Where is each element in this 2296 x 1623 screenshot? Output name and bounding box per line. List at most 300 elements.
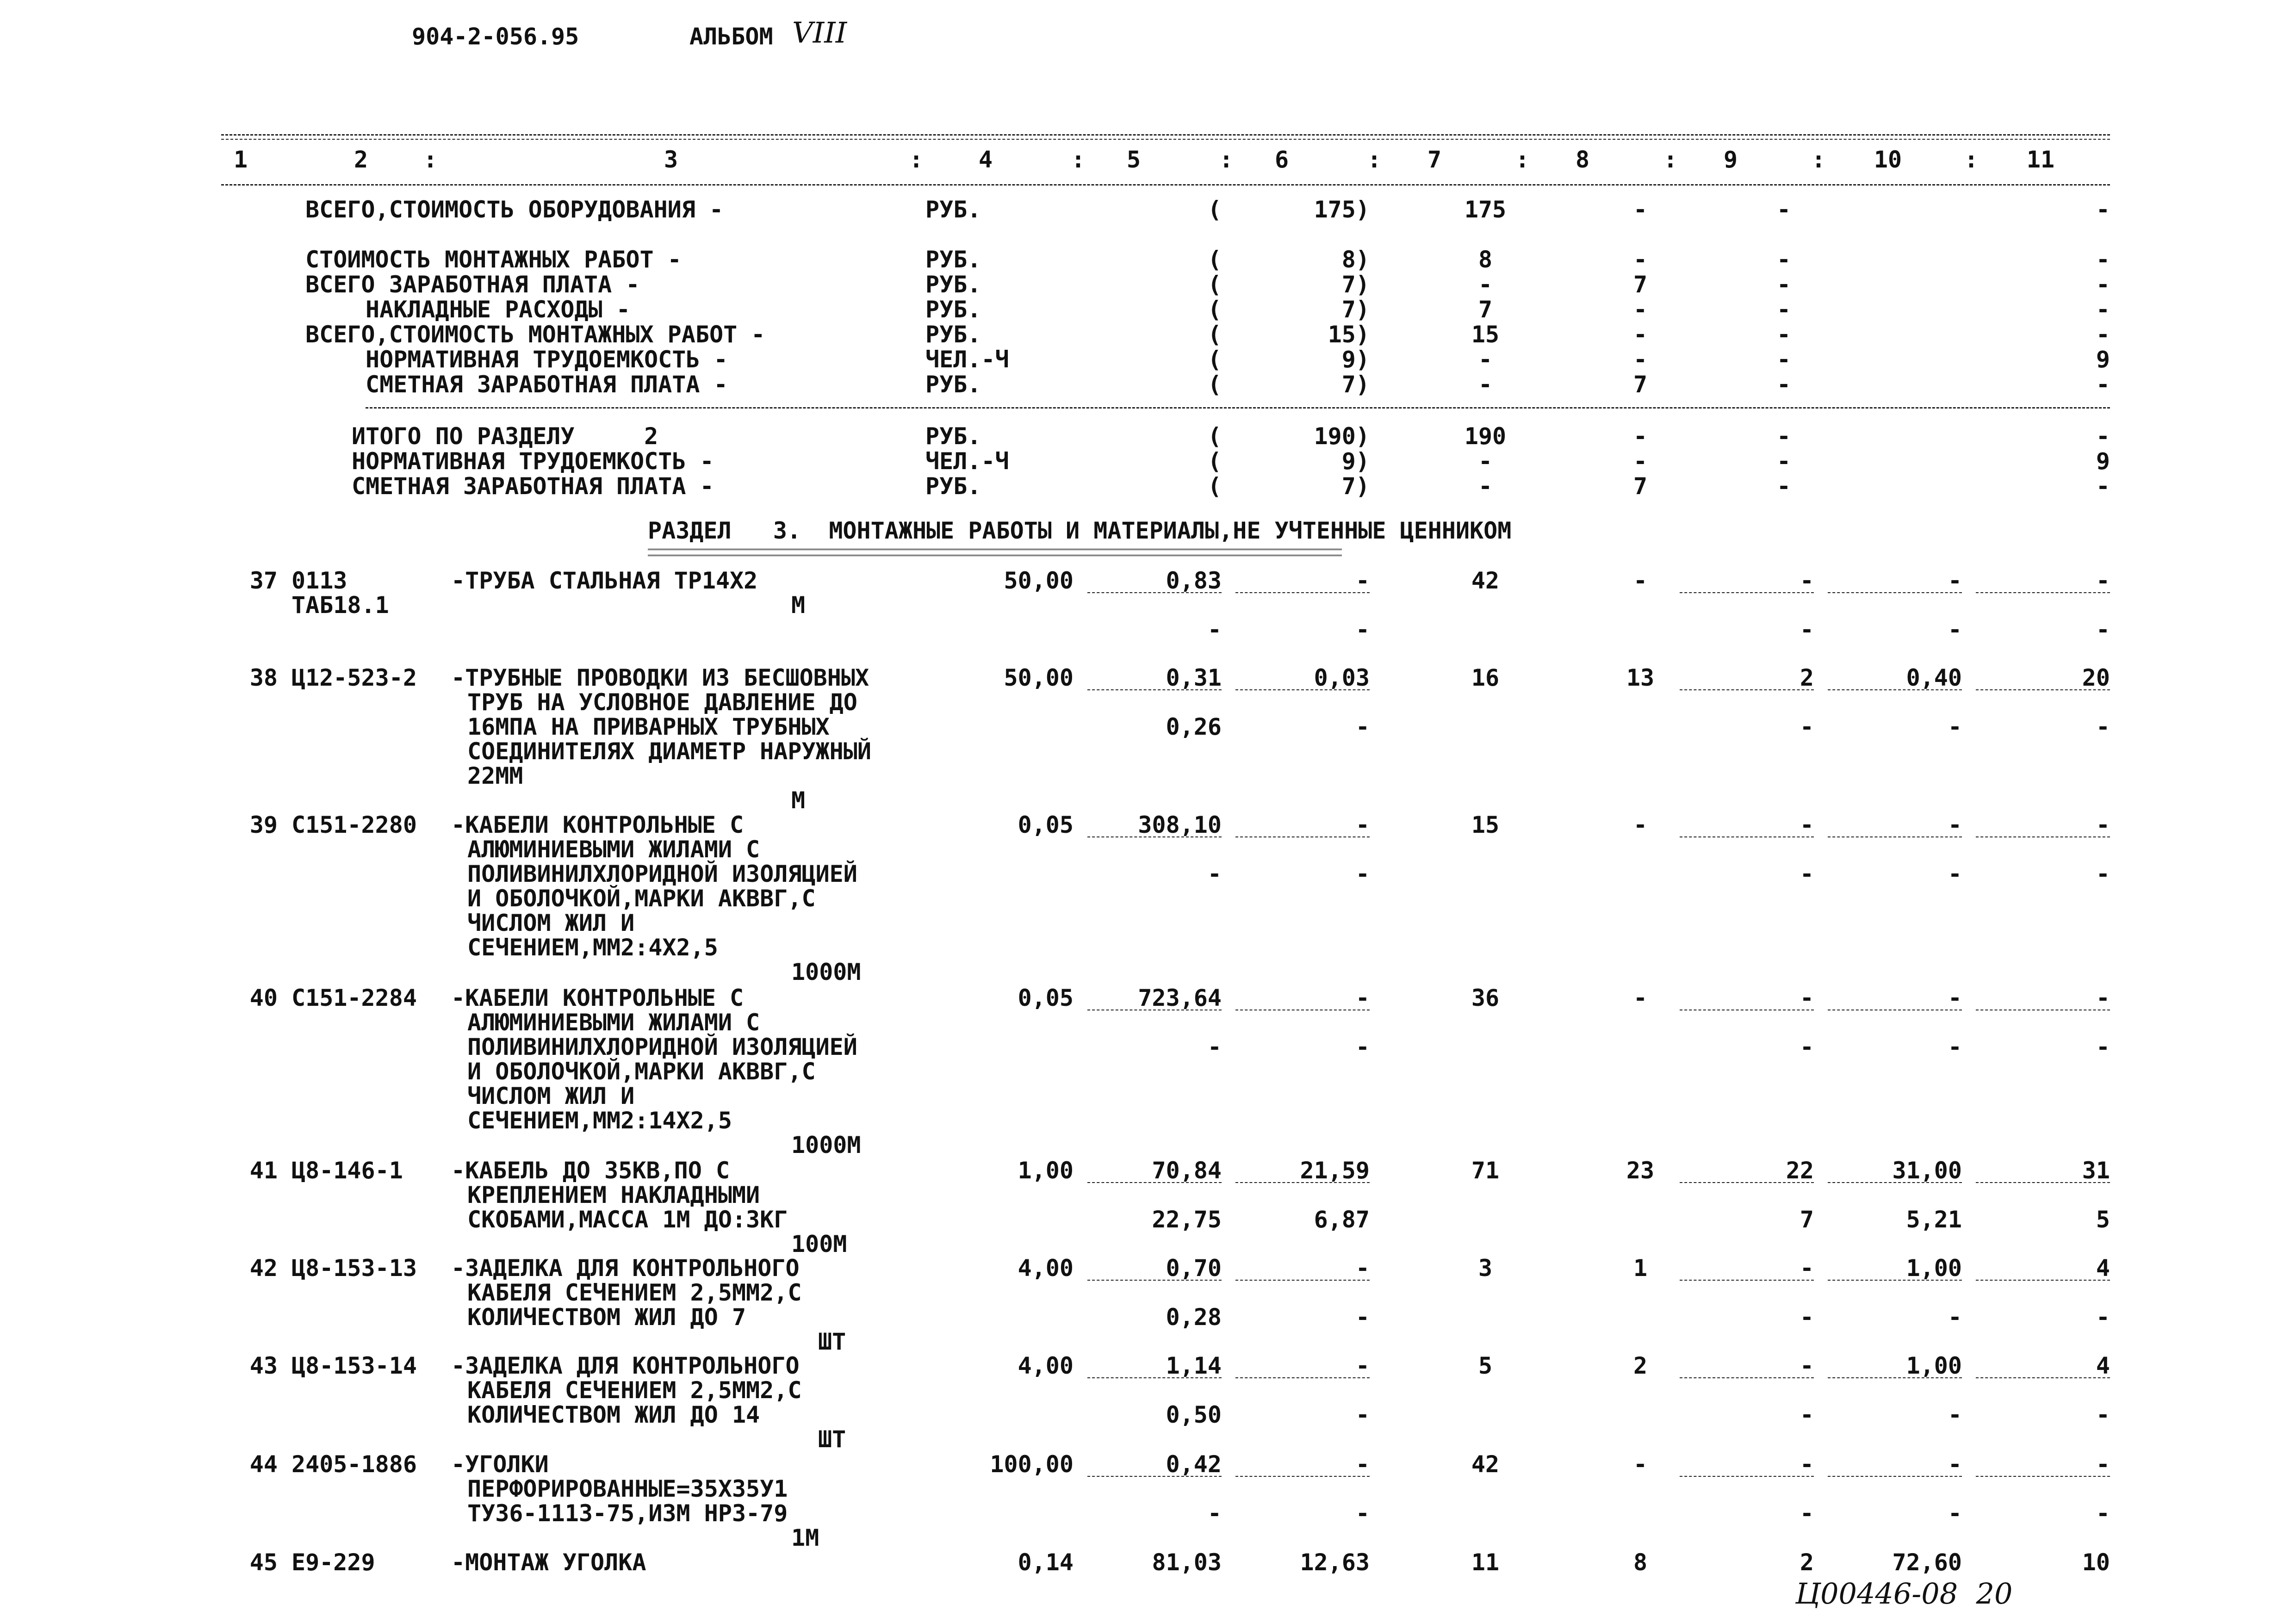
item-description-line: -МОНТАЖ УГОЛКА <box>451 1549 646 1576</box>
item-col10-secondary: - <box>1948 1034 1962 1060</box>
cell-split-rule <box>1828 1377 1962 1378</box>
item-description-line: СОЕДИНИТЕЛЯХ ДИАМЕТР НАРУЖНЫЙ <box>467 738 871 765</box>
item-col5-secondary: 0,50 <box>1166 1401 1222 1428</box>
summary-paren: ( <box>1208 196 1222 223</box>
item-code-secondary: ТАБ18.1 <box>292 592 389 619</box>
cell-split-rule <box>1680 1182 1814 1183</box>
cell-split-rule <box>1680 1280 1814 1281</box>
col-sep: : <box>1071 146 1086 173</box>
cell-split-rule <box>1235 1377 1370 1378</box>
item-description-line: КАБЕЛЯ СЕЧЕНИЕМ 2,5ММ2,С <box>467 1377 802 1404</box>
item-col10-secondary: 5,21 <box>1906 1206 1962 1233</box>
item-col9-secondary: - <box>1800 1304 1814 1331</box>
summary-col8: - <box>1633 296 1648 323</box>
item-col5-secondary: - <box>1207 1034 1222 1060</box>
summary-paren: ( <box>1208 473 1222 500</box>
item-col6: - <box>1355 985 1370 1011</box>
summary-col11: - <box>2096 271 2110 298</box>
cell-split-rule <box>1235 836 1370 837</box>
item-col8: - <box>1633 1451 1648 1478</box>
summary-col7: - <box>1478 271 1493 298</box>
item-col5: 1,14 <box>1166 1352 1222 1379</box>
cell-split-rule <box>1976 836 2110 837</box>
item-col5: 308,10 <box>1138 812 1222 838</box>
cell-split-rule <box>1680 1377 1814 1378</box>
item-col9: - <box>1800 567 1814 594</box>
col-num: 6 <box>1274 146 1289 173</box>
summary-paren: ( <box>1208 346 1222 373</box>
item-col9-secondary: - <box>1800 1034 1814 1060</box>
item-col6: - <box>1355 1255 1370 1282</box>
item-col10-secondary: - <box>1948 861 1962 887</box>
summary-col6: 7) <box>1341 473 1370 500</box>
cell-split-rule <box>1680 689 1814 690</box>
col-num: 1 <box>233 146 248 173</box>
summary-paren: ( <box>1208 448 1222 475</box>
col-num: 8 <box>1575 146 1590 173</box>
item-col11: 31 <box>2082 1157 2110 1184</box>
cell-split-rule <box>1976 1280 2110 1281</box>
section-title: РАЗДЕЛ 3. МОНТАЖНЫЕ РАБОТЫ И МАТЕРИАЛЫ,НЕ УЧТЕННЫЕ ЦЕННИКОМ <box>648 517 1512 544</box>
item-unit: ШТ <box>818 1328 846 1355</box>
item-col7: 11 <box>1471 1549 1500 1576</box>
cell-split-rule <box>1087 1476 1222 1477</box>
summary-col11: - <box>2096 371 2110 398</box>
summary-col8: - <box>1633 423 1648 450</box>
item-col10: - <box>1948 985 1962 1011</box>
summary-col11: - <box>2096 296 2110 323</box>
summary-paren: ( <box>1208 296 1222 323</box>
col-sep: : <box>1964 146 1979 173</box>
item-col9-secondary: 7 <box>1800 1206 1814 1233</box>
cell-split-rule <box>1087 1182 1222 1183</box>
item-col11: 4 <box>2096 1352 2110 1379</box>
item-col11: 4 <box>2096 1255 2110 1282</box>
summary-col9: - <box>1776 473 1791 500</box>
item-description-line: АЛЮМИНИЕВЫМИ ЖИЛАМИ С <box>467 836 760 863</box>
cell-split-rule <box>1680 592 1814 593</box>
item-description-line: -КАБЕЛЬ ДО 35КВ,ПО С <box>451 1157 730 1184</box>
item-description-line: И ОБОЛОЧКОЙ,МАРКИ АКВВГ,С <box>467 1058 816 1085</box>
summary-col8: 7 <box>1633 371 1648 398</box>
item-col9-secondary: - <box>1800 1500 1814 1527</box>
item-description-line: ЧИСЛОМ ЖИЛ И <box>467 910 635 936</box>
item-col5: 0,70 <box>1166 1255 1222 1282</box>
item-col11: 10 <box>2082 1549 2110 1576</box>
item-col6: 0,03 <box>1314 664 1370 691</box>
summary-col9: - <box>1776 196 1791 223</box>
col-sep: : <box>1219 146 1234 173</box>
item-col8: 1 <box>1633 1255 1648 1282</box>
item-col9: - <box>1800 985 1814 1011</box>
item-unit: 1000М <box>791 959 861 985</box>
item-description-line: КОЛИЧЕСТВОМ ЖИЛ ДО 7 <box>467 1304 746 1331</box>
summary-col6: 9) <box>1341 346 1370 373</box>
item-col11: - <box>2096 567 2110 594</box>
col-sep: : <box>423 146 438 173</box>
item-col5-secondary: - <box>1207 1500 1222 1527</box>
item-number: 37 <box>249 567 278 594</box>
item-col7: 36 <box>1471 985 1500 1011</box>
item-col8: 8 <box>1633 1549 1648 1576</box>
cell-split-rule <box>1828 1280 1962 1281</box>
summary-col9: - <box>1776 246 1791 273</box>
summary-paren: ( <box>1208 271 1222 298</box>
item-col5-secondary: - <box>1207 861 1222 887</box>
cell-split-rule <box>1087 1280 1222 1281</box>
item-col6: - <box>1355 812 1370 838</box>
item-unit: 1000М <box>791 1132 861 1158</box>
summary-unit: ЧЕЛ.-Ч <box>925 346 1009 373</box>
item-col11-secondary: - <box>2096 861 2110 887</box>
summary-col11: 9 <box>2096 346 2110 373</box>
item-col9-secondary: - <box>1800 616 1814 643</box>
summary-col6: 190) <box>1314 423 1370 450</box>
item-col5-secondary: 22,75 <box>1152 1206 1222 1233</box>
item-col6: - <box>1355 1451 1370 1478</box>
item-col11-secondary: - <box>2096 1304 2110 1331</box>
item-col8: - <box>1633 985 1648 1011</box>
item-description-line: И ОБОЛОЧКОЙ,МАРКИ АКВВГ,С <box>467 885 816 912</box>
cell-split-rule <box>1235 592 1370 593</box>
item-number: 43 <box>249 1352 278 1379</box>
item-description-line: -УГОЛКИ <box>451 1451 549 1478</box>
cell-split-rule <box>1828 689 1962 690</box>
item-col11: - <box>2096 1451 2110 1478</box>
summary-col8: - <box>1633 246 1648 273</box>
summary-label: ВСЕГО,СТОИМОСТЬ МОНТАЖНЫХ РАБОТ - <box>305 321 765 348</box>
summary-col11: - <box>2096 473 2110 500</box>
item-number: 39 <box>249 812 278 838</box>
summary-col7: 190 <box>1464 423 1507 450</box>
summary-col9: - <box>1776 371 1791 398</box>
item-description-line: СЕЧЕНИЕМ,ММ2:4Х2,5 <box>467 934 718 961</box>
cell-split-rule <box>1235 1182 1370 1183</box>
col-num: 7 <box>1427 146 1442 173</box>
item-col5: 0,83 <box>1166 567 1222 594</box>
item-code: 2405-1886 <box>292 1451 417 1478</box>
summary-separator <box>366 407 2110 409</box>
item-col4-quantity: 1,00 <box>1018 1157 1074 1184</box>
item-col11-secondary: - <box>2096 713 2110 740</box>
summary-label: НОРМАТИВНАЯ ТРУДОЕМКОСТЬ - <box>366 346 728 373</box>
summary-col8: 7 <box>1633 473 1648 500</box>
item-description-line: -ЗАДЕЛКА ДЛЯ КОНТРОЛЬНОГО <box>451 1352 800 1379</box>
item-code: Ц8-146-1 <box>292 1157 403 1184</box>
item-col11-secondary: 5 <box>2096 1206 2110 1233</box>
cell-split-rule <box>1087 592 1222 593</box>
summary-col11: - <box>2096 196 2110 223</box>
item-unit: 100М <box>791 1231 847 1258</box>
item-description-line: -КАБЕЛИ КОНТРОЛЬНЫЕ С <box>451 985 744 1011</box>
col-num: 5 <box>1126 146 1141 173</box>
summary-unit: РУБ. <box>925 271 981 298</box>
item-col7: 3 <box>1478 1255 1493 1282</box>
item-unit: 1М <box>791 1524 819 1551</box>
summary-label: СМЕТНАЯ ЗАРАБОТНАЯ ПЛАТА - <box>352 473 714 500</box>
item-col7: 42 <box>1471 1451 1500 1478</box>
summary-label: НАКЛАДНЫЕ РАСХОДЫ - <box>366 296 630 323</box>
summary-col7: - <box>1478 346 1493 373</box>
item-description-line: ТРУБ НА УСЛОВНОЕ ДАВЛЕНИЕ ДО <box>467 689 857 716</box>
cell-split-rule <box>1235 1280 1370 1281</box>
cell-split-rule <box>1976 1182 2110 1183</box>
cell-split-rule <box>1828 1182 1962 1183</box>
summary-col9: - <box>1776 346 1791 373</box>
item-col4-quantity: 50,00 <box>1004 664 1074 691</box>
header-rule-bottom <box>221 184 2110 186</box>
summary-col6: 7) <box>1341 271 1370 298</box>
item-col7: 16 <box>1471 664 1500 691</box>
summary-unit: РУБ. <box>925 423 981 450</box>
summary-unit: РУБ. <box>925 473 981 500</box>
item-code: Ц8-153-14 <box>292 1352 417 1379</box>
col-num: 11 <box>2026 146 2055 173</box>
item-description-line: ПОЛИВИНИЛХЛОРИДНОЙ ИЗОЛЯЦИЕЙ <box>467 861 857 887</box>
summary-paren: ( <box>1208 371 1222 398</box>
summary-col11: - <box>2096 321 2110 348</box>
summary-unit: РУБ. <box>925 296 981 323</box>
item-col6: - <box>1355 1352 1370 1379</box>
item-description-line: -ТРУБА СТАЛЬНАЯ ТР14Х2 <box>451 567 758 594</box>
item-col11-secondary: - <box>2096 616 2110 643</box>
summary-col11: - <box>2096 423 2110 450</box>
summary-col8: - <box>1633 321 1648 348</box>
item-col10-secondary: - <box>1948 1500 1962 1527</box>
item-description-line: СЕЧЕНИЕМ,ММ2:14Х2,5 <box>467 1107 732 1134</box>
item-col6-secondary: - <box>1355 1304 1370 1331</box>
summary-col7: - <box>1478 371 1493 398</box>
item-description-line: -КАБЕЛИ КОНТРОЛЬНЫЕ С <box>451 812 744 838</box>
item-col10-secondary: - <box>1948 1401 1962 1428</box>
item-col11-secondary: - <box>2096 1401 2110 1428</box>
summary-col7: - <box>1478 473 1493 500</box>
item-col9: - <box>1800 1255 1814 1282</box>
item-col4-quantity: 0,05 <box>1018 985 1074 1011</box>
item-col10: 1,00 <box>1906 1255 1962 1282</box>
item-number: 38 <box>249 664 278 691</box>
item-col6-secondary: - <box>1355 616 1370 643</box>
item-col6-secondary: - <box>1355 861 1370 887</box>
item-col7: 42 <box>1471 567 1500 594</box>
cell-split-rule <box>1828 836 1962 837</box>
cell-split-rule <box>1087 1377 1222 1378</box>
summary-col7: - <box>1478 448 1493 475</box>
col-num: 9 <box>1723 146 1738 173</box>
cell-split-rule <box>1087 836 1222 837</box>
item-number: 44 <box>249 1451 278 1478</box>
item-col6: 12,63 <box>1300 1549 1370 1576</box>
item-col9-secondary: - <box>1800 861 1814 887</box>
item-col8: 13 <box>1626 664 1655 691</box>
summary-col6: 15) <box>1328 321 1370 348</box>
item-description-line: ПЕРФОРИРОВАННЫЕ=35Х35У1 <box>467 1475 788 1502</box>
item-col10: 0,40 <box>1906 664 1962 691</box>
item-col9: 22 <box>1786 1157 1814 1184</box>
item-col5-secondary: - <box>1207 616 1222 643</box>
section-title-underline <box>648 549 1342 556</box>
item-col5: 723,64 <box>1138 985 1222 1011</box>
item-col9: 2 <box>1800 664 1814 691</box>
item-col10: - <box>1948 1451 1962 1478</box>
item-col9-secondary: - <box>1800 1401 1814 1428</box>
item-description-line: КРЕПЛЕНИЕМ НАКЛАДНЫМИ <box>467 1182 760 1208</box>
item-col7: 5 <box>1478 1352 1493 1379</box>
summary-label: ВСЕГО ЗАРАБОТНАЯ ПЛАТА - <box>305 271 640 298</box>
cell-split-rule <box>1087 689 1222 690</box>
item-col10: - <box>1948 812 1962 838</box>
summary-col9: - <box>1776 271 1791 298</box>
item-number: 40 <box>249 985 278 1011</box>
summary-col11: 9 <box>2096 448 2110 475</box>
col-sep: : <box>1515 146 1530 173</box>
item-code: С151-2280 <box>292 812 417 838</box>
item-col6: 21,59 <box>1300 1157 1370 1184</box>
item-col11: 20 <box>2082 664 2110 691</box>
item-col6-secondary: - <box>1355 1034 1370 1060</box>
item-description-line: 16МПА НА ПРИВАРНЫХ ТРУБНЫХ <box>467 713 830 740</box>
item-code: С151-2284 <box>292 985 417 1011</box>
summary-col7: 15 <box>1471 321 1500 348</box>
item-description-line: ТУ36-1113-75,ИЗМ НР3-79 <box>467 1500 788 1527</box>
col-num: 2 <box>354 146 368 173</box>
cell-split-rule <box>1976 689 2110 690</box>
item-unit: ШТ <box>818 1426 846 1453</box>
cell-split-rule <box>1976 1476 2110 1477</box>
summary-col9: - <box>1776 321 1791 348</box>
item-col4-quantity: 4,00 <box>1018 1255 1074 1282</box>
summary-col7: 175 <box>1464 196 1507 223</box>
col-sep: : <box>1811 146 1826 173</box>
summary-label: СТОИМОСТЬ МОНТАЖНЫХ РАБОТ - <box>305 246 682 273</box>
item-code: Ц12-523-2 <box>292 664 417 691</box>
item-col11-secondary: - <box>2096 1500 2110 1527</box>
item-col4-quantity: 0,14 <box>1018 1549 1074 1576</box>
summary-col8: - <box>1633 448 1648 475</box>
cell-split-rule <box>1828 1476 1962 1477</box>
item-number: 45 <box>249 1549 278 1576</box>
album-label: АЛЬБОМ <box>689 23 773 50</box>
summary-col11: - <box>2096 246 2110 273</box>
summary-unit: РУБ. <box>925 321 981 348</box>
summary-paren: ( <box>1208 246 1222 273</box>
item-number: 41 <box>249 1157 278 1184</box>
col-sep: : <box>1663 146 1678 173</box>
item-col9: - <box>1800 812 1814 838</box>
handwritten-reference: Ц00446-08 20 <box>1795 1577 2013 1611</box>
summary-col6: 8) <box>1341 246 1370 273</box>
item-col8: - <box>1633 812 1648 838</box>
item-col6-secondary: - <box>1355 1500 1370 1527</box>
item-col10-secondary: - <box>1948 713 1962 740</box>
summary-col8: 7 <box>1633 271 1648 298</box>
item-description-line: КАБЕЛЯ СЕЧЕНИЕМ 2,5ММ2,С <box>467 1279 802 1306</box>
item-col11: - <box>2096 985 2110 1011</box>
document-code: 904-2-056.95 <box>412 23 579 50</box>
cell-split-rule <box>1976 1377 2110 1378</box>
item-col5: 0,31 <box>1166 664 1222 691</box>
header-rule-top <box>221 134 2110 136</box>
summary-col6: 9) <box>1341 448 1370 475</box>
col-sep: : <box>1367 146 1382 173</box>
item-col8: 2 <box>1633 1352 1648 1379</box>
item-col11-secondary: - <box>2096 1034 2110 1060</box>
item-col8: 23 <box>1626 1157 1655 1184</box>
item-description-line: 22ММ <box>467 762 523 789</box>
item-description-line: ЧИСЛОМ ЖИЛ И <box>467 1083 635 1109</box>
col-num: 4 <box>978 146 993 173</box>
item-col5: 81,03 <box>1152 1549 1222 1576</box>
item-col10-secondary: - <box>1948 616 1962 643</box>
item-description-line: -ЗАДЕЛКА ДЛЯ КОНТРОЛЬНОГО <box>451 1255 800 1282</box>
item-code: 0113 <box>292 567 348 594</box>
item-description-line: СКОБАМИ,МАССА 1М ДО:3КГ <box>467 1206 788 1233</box>
item-col4-quantity: 50,00 <box>1004 567 1074 594</box>
cell-split-rule <box>1680 836 1814 837</box>
header-rule-top-2 <box>221 139 2110 140</box>
cell-split-rule <box>1235 689 1370 690</box>
item-col5: 0,42 <box>1166 1451 1222 1478</box>
item-col7: 71 <box>1471 1157 1500 1184</box>
summary-unit: РУБ. <box>925 371 981 398</box>
summary-col9: - <box>1776 448 1791 475</box>
item-description-line: АЛЮМИНИЕВЫМИ ЖИЛАМИ С <box>467 1009 760 1036</box>
item-col6-secondary: - <box>1355 713 1370 740</box>
item-col6-secondary: 6,87 <box>1314 1206 1370 1233</box>
cell-split-rule <box>1680 1476 1814 1477</box>
item-col10: 1,00 <box>1906 1352 1962 1379</box>
summary-unit: РУБ. <box>925 196 981 223</box>
summary-label: ВСЕГО,СТОИМОСТЬ ОБОРУДОВАНИЯ - <box>305 196 724 223</box>
item-code: Ц8-153-13 <box>292 1255 417 1282</box>
summary-paren: ( <box>1208 423 1222 450</box>
album-number: VIII <box>792 16 847 50</box>
item-col6-secondary: - <box>1355 1401 1370 1428</box>
item-col6: - <box>1355 567 1370 594</box>
cell-split-rule <box>1976 592 2110 593</box>
summary-col6: 7) <box>1341 296 1370 323</box>
item-col5-secondary: 0,28 <box>1166 1304 1222 1331</box>
item-col11: - <box>2096 812 2110 838</box>
summary-unit: РУБ. <box>925 246 981 273</box>
summary-col6: 175) <box>1314 196 1370 223</box>
item-col9: - <box>1800 1352 1814 1379</box>
item-col5-secondary: 0,26 <box>1166 713 1222 740</box>
item-number: 42 <box>249 1255 278 1282</box>
col-sep: : <box>909 146 924 173</box>
summary-paren: ( <box>1208 321 1222 348</box>
item-description-line: -ТРУБНЫЕ ПРОВОДКИ ИЗ БЕСШОВНЫХ <box>451 664 869 691</box>
cell-split-rule <box>1235 1476 1370 1477</box>
item-col4-quantity: 4,00 <box>1018 1352 1074 1379</box>
item-col10: - <box>1948 567 1962 594</box>
item-col9: 2 <box>1800 1549 1814 1576</box>
summary-label: СМЕТНАЯ ЗАРАБОТНАЯ ПЛАТА - <box>366 371 728 398</box>
cell-split-rule <box>1828 592 1962 593</box>
item-description-line: ПОЛИВИНИЛХЛОРИДНОЙ ИЗОЛЯЦИЕЙ <box>467 1034 857 1060</box>
item-col4-quantity: 0,05 <box>1018 812 1074 838</box>
item-col10-secondary: - <box>1948 1304 1962 1331</box>
summary-label: НОРМАТИВНАЯ ТРУДОЕМКОСТЬ - <box>352 448 714 475</box>
item-col7: 15 <box>1471 812 1500 838</box>
item-col9-secondary: - <box>1800 713 1814 740</box>
item-col10: 31,00 <box>1892 1157 1962 1184</box>
item-description-line: КОЛИЧЕСТВОМ ЖИЛ ДО 14 <box>467 1401 760 1428</box>
item-col10: 72,60 <box>1892 1549 1962 1576</box>
item-col8: - <box>1633 567 1648 594</box>
item-col4-quantity: 100,00 <box>990 1451 1074 1478</box>
summary-col7: 8 <box>1478 246 1493 273</box>
